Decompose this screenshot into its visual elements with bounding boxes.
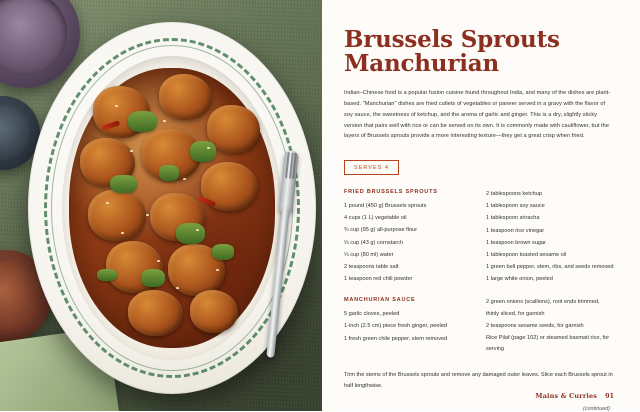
list-item: 1 teaspoon brown sugar — [486, 239, 547, 246]
green-onion-garnish — [97, 269, 117, 281]
fried-sprout — [159, 74, 212, 120]
bell-pepper-piece — [190, 141, 216, 162]
list-item: 1 tablespoon toasted sesame oil — [486, 251, 567, 258]
list-item: 5 garlic cloves, peeled — [344, 311, 400, 318]
list-item: 2 green onions (scallions), root ends trimmed, thinly sliced, for garnish — [486, 299, 600, 317]
list-item: 1 teaspoon red chili powder — [344, 276, 413, 283]
list-item: Rice Pilaf (page 102) or steamed basmati rice, for serving — [486, 335, 610, 353]
ingredients-column-left — [344, 189, 472, 356]
recipe-text-page — [322, 0, 640, 411]
green-onion-garnish — [212, 244, 234, 259]
ingredient-list-garnish-and-serving — [486, 297, 614, 355]
page-footer — [344, 392, 614, 400]
bell-pepper-piece — [128, 111, 157, 132]
list-item: ¾ cup (95 g) all-purpose flour — [344, 227, 418, 234]
fried-sprout — [88, 190, 145, 242]
ingredient-list-sauce-continued — [486, 189, 614, 286]
section-heading-manchurian-sauce: MANCHURIAN SAUCE — [344, 297, 416, 304]
list-item: 1 pound (450 g) Brussels sprouts — [344, 202, 427, 209]
list-item: 4 cups (1 L) vegetable oil — [344, 215, 407, 222]
bell-pepper-piece — [141, 269, 165, 287]
bell-pepper-piece — [110, 175, 136, 193]
recipe-intro: Indian–Chinese food is a popular fusion cuisine found throughout India, and many of the dishes are plant-based. "Manchurian" dishes are fried cutlets of vegetables or paneer served in a gravy with the flavor of soy sauce, the sweetness of ketchup, and the aroma of garlic and ginger. This is a dry, slightly sticky version that pairs well with rice or can be served on its own. It is commonly made with cauliflower, but the layers of Brussels sprouts provide a more interesting texture—they get a great crisp when fried. — [344, 89, 611, 140]
green-onion-garnish — [159, 165, 179, 180]
page-title — [344, 28, 614, 76]
platter-well — [62, 56, 282, 360]
list-item: 1 teaspoon rice vinegar — [486, 227, 545, 234]
list-item: 1 fresh green chile pepper, stem removed — [344, 335, 448, 342]
list-item: 1 green bell pepper, stem, ribs, and seeds removed — [486, 264, 614, 271]
list-item: 2 tablespoons ketchup — [486, 190, 542, 197]
ingredient-list-fried-brussels-sprouts — [344, 201, 472, 285]
ingredient-list-manchurian-sauce — [344, 309, 472, 345]
ingredients-columns — [344, 189, 614, 356]
list-item: ⅓ cup (80 ml) water — [344, 251, 394, 258]
list-item: 1 tablespoon sriracha — [486, 215, 540, 222]
title-line-2: Manchurian — [344, 49, 500, 77]
chapter-name: Mains & Curries — [535, 392, 598, 400]
serves-badge: SERVES 4 — [344, 160, 399, 175]
title-line-1: Brussels Sprouts — [344, 26, 560, 53]
fried-sprout — [190, 290, 238, 333]
bell-pepper-piece — [176, 223, 205, 244]
continued-note: (continued) — [583, 406, 610, 412]
list-item: 2 teaspoons table salt — [344, 263, 399, 270]
page-number: 91 — [605, 392, 614, 400]
section-heading-fried-brussels-sprouts: FRIED BRUSSELS SPROUTS — [344, 188, 438, 195]
list-item: ⅓ cup (43 g) cornstarch — [344, 239, 404, 246]
list-item: 1-inch (2.5 cm) piece fresh ginger, peeled — [344, 323, 447, 330]
ingredients-column-right — [486, 189, 614, 356]
list-item: 1 large white onion, peeled — [486, 276, 553, 283]
method-paragraph: Trim the stems of the Brussels sprouts and remove any damaged outer leaves. Slice each Brussels sprout in half lengthwise. — [344, 372, 613, 390]
fried-sprout — [128, 290, 183, 336]
list-item: 2 teaspoons sesame seeds, for garnish — [486, 322, 584, 329]
list-item: 1 tablespoon soy sauce — [486, 203, 545, 210]
